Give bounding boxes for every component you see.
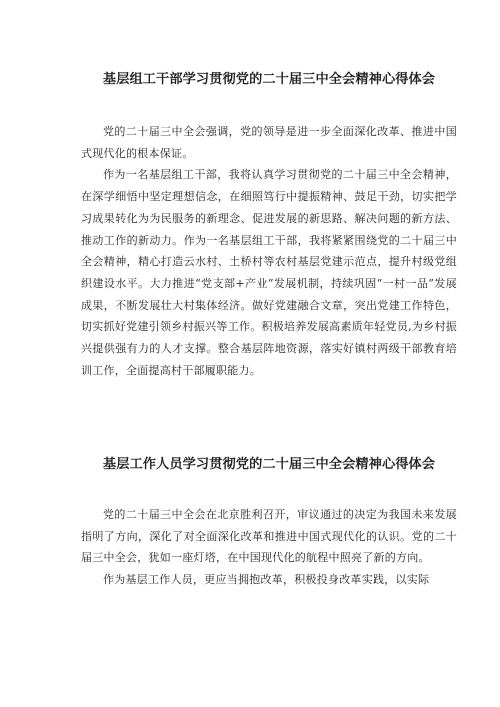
article-1-paragraph-2: 作为一名基层组工干部，我将认真学习贯彻党的二十届三中全会精神，在深学细悟中坚定理想信念，在细照笃行中提振精神、鼓足干劲，切实把学习成果转化为为民服务的新理念、促进发展的新思路、解决问题的新方法、推动工作的新动力。作为一名基层组工干部，我将紧紧围绕党的二十届三中全会精神，精心打造云水村、土桥村等农村基层党建示范点，提升村级党组织建设水平。大力推进“党支部+产业”发展机制，持续巩固“一村一品”发展成果，不断发展壮大村集体经济。做好党建融合文章，突出党建工作特色，切实抓好党建引领乡村振兴等工作。积极培养发展高素质年轻党员,为乡村振兴提供强有力的人才支撑。整合基层阵地资源，落实好镇村两级干部教育培训工作，全面提高村干部履职能力。 bbox=[81, 168, 457, 377]
article-heading-2: 基层工作人员学习贯彻党的二十届三中全会精神心得体会 bbox=[102, 457, 436, 472]
article-2-paragraph-2: 作为基层工作人员，更应当拥抱改革，积极投身改革实践，以实际 bbox=[103, 573, 430, 587]
article-heading-1: 基层组工干部学习贯彻党的二十届三中全会精神心得体会 bbox=[102, 72, 436, 87]
article-2-paragraph-1: 党的二十届三中全会在北京胜利召开，审议通过的决定为我国未来发展指明了方向，深化了对全面深化改革和推进中国式现代化的认识。党的二十届三中全会，犹如一座灯塔，在中国现代化的航程中照亮了新的方向。 bbox=[81, 508, 457, 565]
article-section-1 bbox=[81, 71, 457, 381]
article-1-paragraph-1: 党的二十届三中全会强调，党的领导是进一步全面深化改革、推进中国式现代化的根本保证。 bbox=[81, 125, 457, 160]
article-section-2 bbox=[81, 456, 457, 591]
